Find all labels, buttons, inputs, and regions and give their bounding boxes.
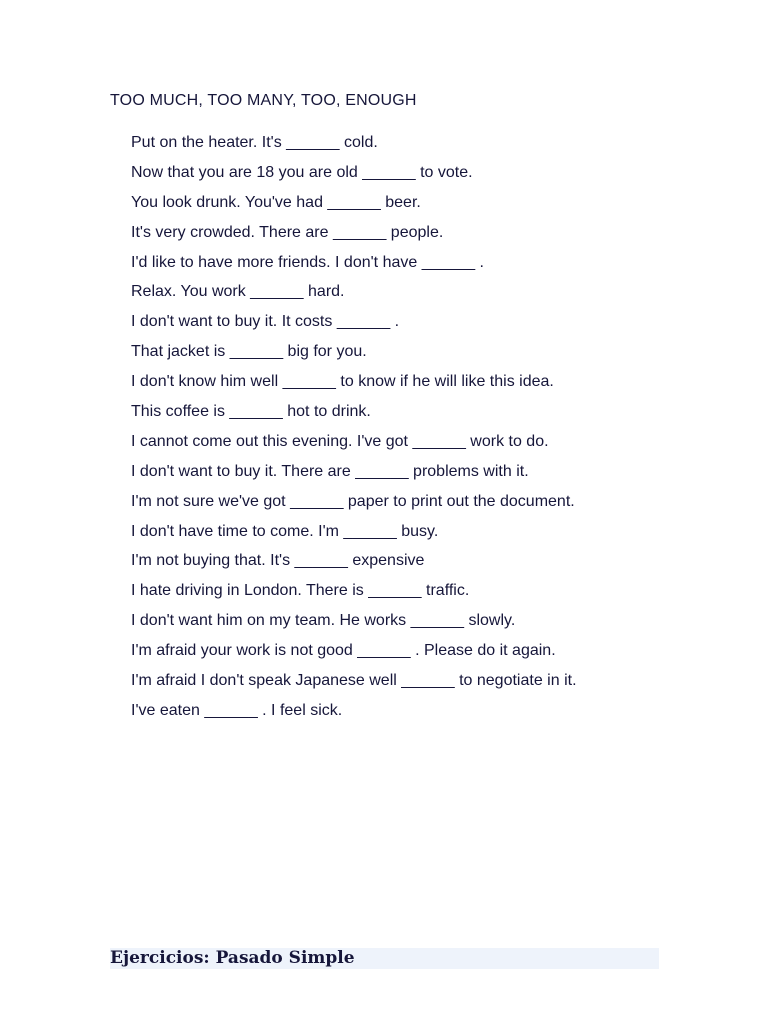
sentence-5: I'd like to have more friends. I don't have ______ . bbox=[131, 253, 484, 271]
sentence-11: I cannot come out this evening. I've got ______ work to do. bbox=[131, 432, 549, 450]
sentence-18: I'm afraid your work is not good ______ . Please do it again. bbox=[131, 642, 556, 660]
sentence-12: I don't want to buy it. There are ______ problems with it. bbox=[131, 462, 529, 480]
sentence-9: I don't know him well ______ to know if he will like this idea. bbox=[131, 373, 554, 391]
sentence-7: I don't want to buy it. It costs ______ . bbox=[131, 313, 400, 331]
sentence-4: It's very crowded. There are ______ people. bbox=[131, 223, 444, 241]
sentence-3: You look drunk. You've had ______ beer. bbox=[131, 193, 421, 211]
sentence-1: Put on the heater. It's ______ cold. bbox=[131, 134, 378, 151]
sentence-17: I don't want him on my team. He works ______ slowly. bbox=[131, 612, 516, 630]
sentence-14: I don't have time to come. I'm ______ busy. bbox=[131, 522, 439, 540]
sentence-13: I'm not sure we've got ______ paper to print out the document. bbox=[131, 492, 575, 510]
sentence-20: I've eaten ______ . I feel sick. bbox=[131, 701, 343, 719]
sentence-list bbox=[131, 132, 577, 730]
sentence-8: That jacket is ______ big for you. bbox=[131, 343, 367, 361]
sentence-16: I hate driving in London. There is ______ traffic. bbox=[131, 582, 470, 600]
worksheet-title: TOO MUCH, TOO MANY, TOO, ENOUGH bbox=[110, 92, 417, 109]
sentence-19: I'm afraid I don't speak Japanese well ______ to negotiate in it. bbox=[131, 672, 577, 690]
sentence-6: Relax. You work ______ hard. bbox=[131, 283, 345, 301]
sentence-15: I'm not buying that. It's ______ expensive bbox=[131, 552, 425, 570]
sentence-10: This coffee is ______ hot to drink. bbox=[131, 403, 371, 421]
sentence-2: Now that you are 18 you are old ______ to vote. bbox=[131, 163, 473, 181]
footer-heading: Ejercicios: Pasado Simple bbox=[110, 948, 355, 968]
